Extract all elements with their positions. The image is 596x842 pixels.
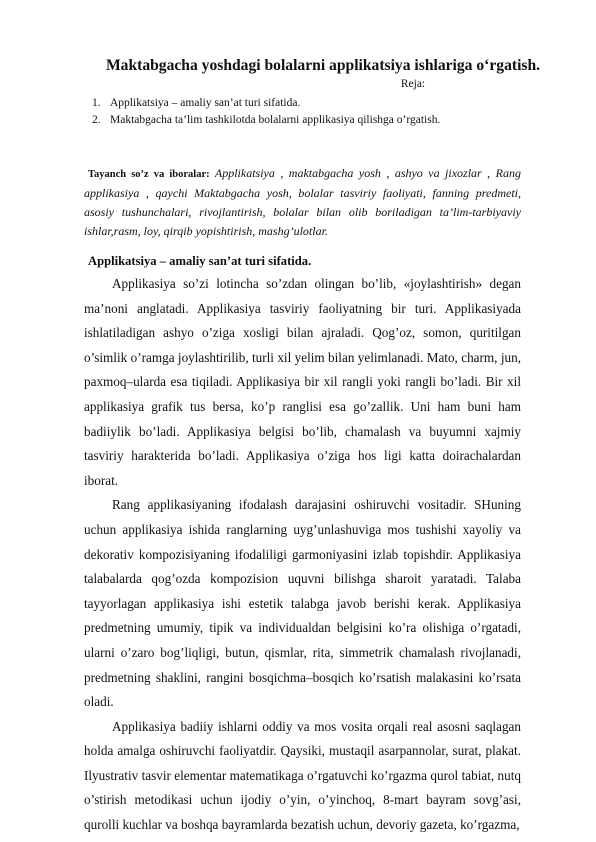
keywords-label: Tayanch so’z va iboralar: [88, 169, 210, 180]
plan-item-text: Maktabgacha ta’lim tashkilotda bolalarni applikasiya qilishga o’rgatish. [110, 114, 441, 126]
section-heading: Applikatsiya – amaliy san’at turi sifatida. [88, 254, 312, 268]
body-text [84, 272, 521, 838]
plan-item-number: 2. [92, 114, 101, 126]
keywords-block [84, 164, 521, 241]
paragraph: Applikasiya so’zi lotincha so’zdan olingan bo’lib, «joylashtirish» degan ma’noni anglatadi. Applikasiya tasviriy faoliyatning bir turi. Applikasiyada ishlatiladigan ashyo o’ziga xosligi bilan ajraladi. Qog’oz, somon, quritilgan o’simlik o’ramga joylashtirilib, turli xil yelim bilan yelimlanadi. Mato, charm, jun, paxmoq–ularda esa tiqiladi. Applikasiya bir xil rangli yoki rangli bo’ladi. Bir xil applikasiya grafik tus bersa, ko’p ranglisi esa go’zallik. Uni ham buni ham badiiylik bo’ladi. Applikasiya belgisi bo’lib, chamalash va buyumni xajmiy tasviriy harakterida bo’ladi. Applikasiya o’ziga hos ligi katta doirachalardan iborat. [84, 276, 521, 488]
paragraph: Rang applikasiyaning ifodalash darajasini oshiruvchi vositadir. SHuning uchun applikasiya ishida ranglarning uyg’unlashuviga mos tushishi xayoliy va dekorativ kompozisiyaning ifodaliligi garmoniyasini izlab topishdir. Applikasiya talabalarda qog’ozda kompozision uquvni bilishga sharoit yaratadi. Talaba tayyorlagan applikasiya ishi estetik talabga javob berishi kerak. Applikasiya predmetning umumiy, tipik va individualdan belgisini ko’ra olishiga o’rgatadi, ularni o’zaro bog’liqligi, butun, qismlar, rita, simmetrik chamalash rivojlanadi, predmetning shaklini, rangini bosqichma–bosqich ko’rsatish malakasini ko’rsata oladi. [84, 497, 521, 710]
plan-item [92, 95, 440, 112]
keywords-text: Applikatsiya , maktabgacha yosh , ashyo va jixozlar , Rang applikasiya , qaychi Maktabgacha yosh, bolalar tasviriy faoliyati, fanning predmeti, asosiy tushunchalari, rivojlantirish, bolalar bilan olib boriladigan ta’lim-tarbiyaviy ishlar,rasm, loy, qirqib yopishtirish, mashg’ulotlar. [84, 166, 521, 238]
plan-item-number: 1. [92, 97, 101, 109]
plan-item [92, 112, 440, 129]
plan-label: Reja: [400, 78, 426, 90]
paragraph: Applikasiya badiiy ishlarni oddiy va mos vosita orqali real asosni saqlagan holda amalga oshiruvchi faoliyatdir. Qaysiki, mustaqil asarpannolar, surat, plakat. Ilyustrativ tasvir elementar matematikaga o’rgatuvchi ko’rgazma qurol tabiat, nutq o’stirish metodikasi uchun ijodiy o’yin, o’yinchoq, 8-mart bayram sovg’asi, qurolli kuchlar va boshqa bayramlarda bezatish uchun, devoriy gazeta, ko’rgazma, [84, 718, 521, 833]
plan-list [92, 95, 440, 129]
document-title: Maktabgacha yoshdagi bolalarni applikatsiya ishlariga o‘rgatish. [105, 57, 541, 74]
plan-item-text: Applikatsiya – amaliy san’at turi sifatida. [110, 97, 301, 109]
